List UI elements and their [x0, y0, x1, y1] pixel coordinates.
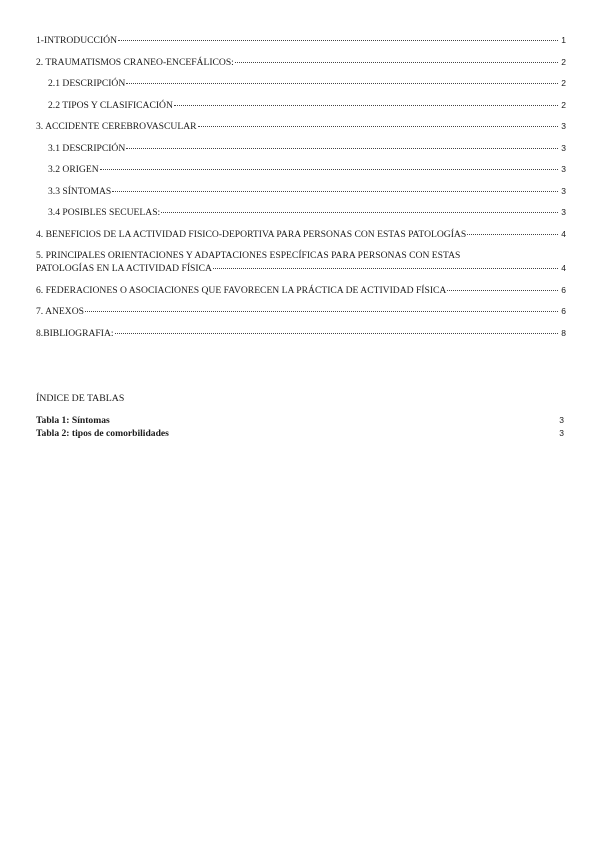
toc-entry-title: 2. TRAUMATISMOS CRANEO-ENCEFÁLICOS: — [36, 56, 234, 68]
toc-entry-title: 3.1 DESCRIPCIÓN — [48, 142, 126, 154]
dot-leader — [174, 105, 558, 106]
dot-leader — [115, 333, 558, 334]
tables-index-heading: ÍNDICE DE TABLAS — [36, 392, 125, 404]
toc-entry-accidente-cerebrovascular[interactable] — [36, 120, 566, 133]
toc-entry-title: 1-INTRODUCCIÓN — [36, 35, 118, 46]
toc-entry-descripcion-2-1[interactable] — [36, 77, 566, 90]
toc-entry-page: 4 — [561, 263, 566, 273]
toc-entry-page: 2 — [561, 99, 566, 110]
toc-entry-title: 2.2 TIPOS Y CLASIFICACIÓN — [48, 99, 173, 111]
dot-leader — [235, 62, 558, 63]
toc-entry-traumatismos[interactable] — [36, 56, 566, 69]
dot-leader — [126, 148, 558, 149]
toc-entry-title: 6. FEDERACIONES O ASOCIACIONES QUE FAVORECEN LA PRÁCTICA DE ACTIVIDAD FÍSICA — [36, 284, 447, 296]
toc-entry-title: 3.2 ORIGEN — [48, 164, 99, 175]
toc-entry-title: 2.1 DESCRIPCIÓN — [48, 78, 126, 89]
toc-entry-origen[interactable] — [36, 163, 566, 176]
dot-leader — [118, 40, 558, 41]
dot-leader — [198, 126, 558, 127]
toc-entry-descripcion-3-1[interactable] — [36, 142, 566, 155]
dot-leader — [213, 268, 558, 269]
toc-entry-page: 4 — [561, 228, 566, 239]
tables-index-item-page: 3 — [559, 414, 564, 425]
toc-entry-page: 3 — [561, 164, 566, 174]
toc-entry-title-line2: PATOLOGÍAS EN LA ACTIVIDAD FÍSICA — [36, 263, 212, 274]
tables-index-item-title: Tabla 1: Síntomas — [36, 414, 110, 426]
toc-entry-posibles-secuelas[interactable] — [36, 206, 566, 219]
toc-entry-page: 3 — [561, 185, 566, 196]
dot-leader — [447, 290, 558, 291]
toc-entry-sintomas[interactable] — [36, 185, 566, 198]
dot-leader — [85, 311, 558, 312]
tables-index-item[interactable] — [36, 427, 566, 440]
toc-entry-title: 3.4 POSIBLES SECUELAS: — [48, 207, 161, 218]
toc-entry-title: 3. ACCIDENTE CEREBROVASCULAR — [36, 121, 197, 132]
toc-entry-title: 4. BENEFICIOS DE LA ACTIVIDAD FISICO-DEPORTIVA PARA PERSONAS CON ESTAS PATOLOGÍAS — [36, 228, 467, 240]
toc-entry-page: 6 — [561, 284, 566, 295]
toc-entry-page: 2 — [561, 56, 566, 67]
tables-index-list — [36, 414, 566, 440]
toc-entry-bibliografia[interactable] — [36, 327, 566, 340]
dot-leader — [126, 83, 558, 84]
toc-entry-title: 8.BIBLIOGRAFIA: — [36, 327, 114, 339]
dot-leader — [161, 212, 558, 213]
toc-entry-orientaciones[interactable] — [36, 249, 566, 275]
toc-entry-page: 3 — [561, 121, 566, 131]
toc-entry-page: 8 — [561, 327, 566, 338]
toc-entry-page: 3 — [561, 207, 566, 217]
dot-leader — [100, 169, 558, 170]
table-of-contents — [36, 34, 566, 340]
toc-entry-title: 7. ANEXOS — [36, 306, 84, 317]
tables-index-item[interactable] — [36, 414, 566, 427]
toc-entry-title: 3.3 SÍNTOMAS — [48, 185, 112, 197]
tables-index-item-page: 3 — [559, 427, 564, 438]
toc-entry-introduccion[interactable] — [36, 34, 566, 47]
toc-entry-title-line1: 5. PRINCIPALES ORIENTACIONES Y ADAPTACIONES ESPECÍFICAS PARA PERSONAS CON ESTAS — [36, 250, 461, 261]
toc-entry-anexos[interactable] — [36, 305, 566, 318]
toc-entry-beneficios[interactable] — [36, 228, 566, 241]
toc-entry-federaciones[interactable] — [36, 284, 566, 297]
toc-entry-page: 1 — [561, 35, 566, 45]
toc-entry-page: 6 — [561, 306, 566, 316]
toc-entry-tipos-clasificacion[interactable] — [36, 99, 566, 112]
dot-leader — [112, 191, 558, 192]
tables-index-item-title: Tabla 2: tipos de comorbilidades — [36, 427, 169, 439]
toc-entry-page: 2 — [561, 78, 566, 88]
dot-leader — [467, 234, 558, 235]
toc-entry-page: 3 — [561, 142, 566, 153]
document-page — [36, 34, 566, 440]
